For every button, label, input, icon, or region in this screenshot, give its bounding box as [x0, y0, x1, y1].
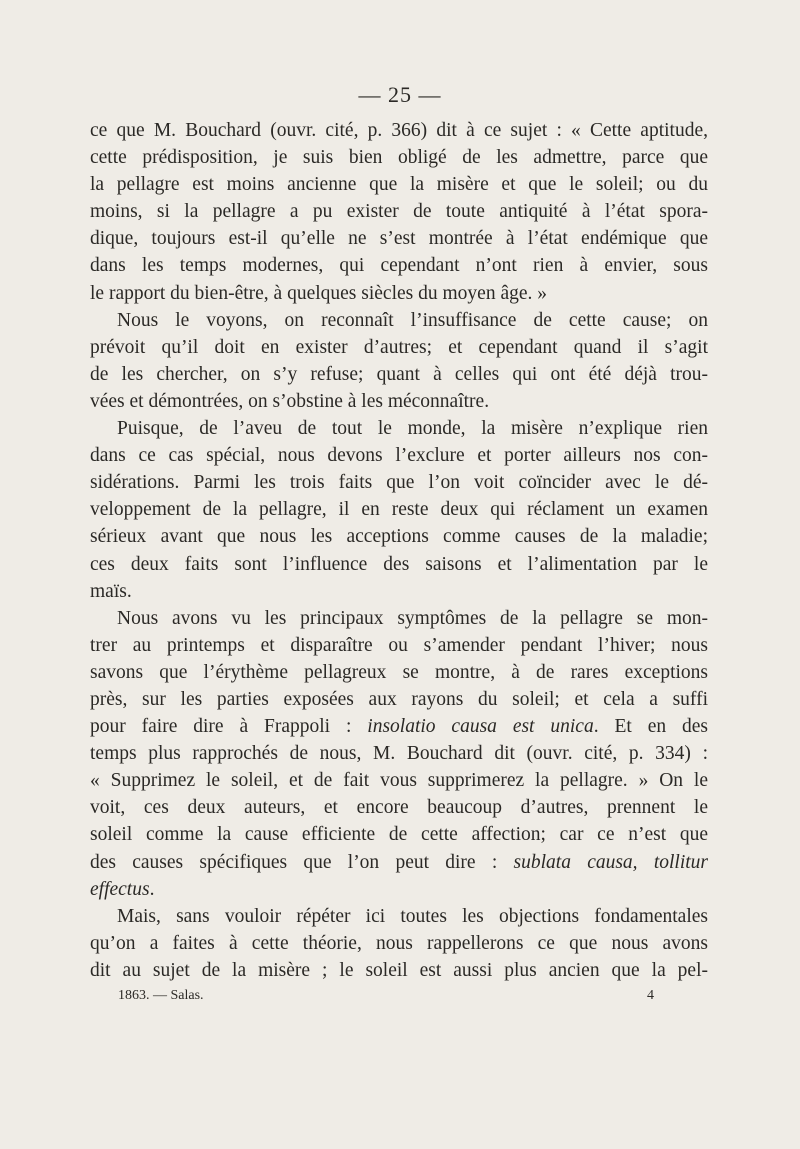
text-line: veloppement de la pellagre, il en reste deux qui réclament un examen: [90, 499, 708, 521]
text-line: ces deux faits sont l’influence des saisons et l’alimentation par le: [90, 553, 708, 575]
text-line: cette prédisposition, je suis bien obligé de les admettre, parce que: [90, 147, 708, 169]
text-line: des causes spécifiques que l’on peut dire : sublata causa, tollitur: [90, 851, 708, 873]
text-line: de les chercher, on s’y refuse; quant à celles qui ont été déjà trou-: [90, 363, 708, 385]
text-line: « Supprimez le soleil, et de fait vous supprimerez la pellagre. » On le: [90, 770, 708, 792]
text-line: trer au printemps et disparaître ou s’amender pendant l’hiver; nous: [90, 634, 708, 656]
text-line: sidérations. Parmi les trois faits que l’on voit coïncider avec le dé-: [90, 472, 708, 494]
text-line: maïs.: [90, 580, 132, 602]
text-line: effectus.: [90, 878, 155, 900]
text-line: soleil comme la cause efficiente de cette affection; car ce n’est que: [90, 824, 708, 846]
text-line: prévoit qu’il doit en exister d’autres; et cependant quand il s’agit: [90, 336, 708, 358]
text-line: qu’on a faites à cette théorie, nous rappellerons ce que nous avons: [90, 932, 708, 954]
text-line: près, sur les parties exposées aux rayons du soleil; et cela a suffi: [90, 688, 708, 710]
text-line: savons que l’érythème pellagreux se montre, à de rares exceptions: [90, 661, 708, 683]
text-line: voit, ces deux auteurs, et encore beaucoup d’autres, prennent le: [90, 797, 708, 819]
text-line: Puisque, de l’aveu de tout le monde, la misère n’explique rien: [117, 418, 708, 440]
text-line: temps plus rapprochés de nous, M. Bouchard dit (ouvr. cité, p. 334) :: [90, 743, 708, 765]
page-footer: [118, 988, 658, 1004]
sheet-number: 4: [647, 988, 654, 1003]
text-line: Mais, sans vouloir répéter ici toutes les objections fondamentales: [117, 905, 708, 927]
text-line: dique, toujours est-il qu’elle ne s’est montrée à l’état endémique que: [90, 228, 708, 250]
text-line: sérieux avant que nous les acceptions comme causes de la maladie;: [90, 526, 708, 548]
text-line: Nous avons vu les principaux symptômes de la pellagre se mon-: [117, 607, 708, 629]
page-number: — 25 —: [358, 82, 442, 107]
body-text: [90, 117, 708, 984]
text-line: la pellagre est moins ancienne que la misère et que le soleil; ou du: [90, 174, 708, 196]
text-line: pour faire dire à Frappoli : insolatio causa est unica. Et en des: [90, 716, 708, 738]
text-line: Nous le voyons, on reconnaît l’insuffisance de cette cause; on: [117, 309, 708, 331]
text-line: moins, si la pellagre a pu exister de toute antiquité à l’état spora-: [90, 201, 708, 223]
text-line: dans ce cas spécial, nous devons l’exclure et porter ailleurs nos con-: [90, 445, 708, 467]
text-line: dans les temps modernes, qui cependant n’ont rien à envier, sous: [90, 255, 708, 277]
text-line: le rapport du bien-être, à quelques siècles du moyen âge. »: [90, 282, 548, 304]
printer-signature: 1863. — Salas.: [118, 988, 204, 1003]
text-line: ce que M. Bouchard (ouvr. cité, p. 366) dit à ce sujet : « Cette aptitude,: [90, 120, 708, 141]
text-line: vées et démontrées, on s’obstine à les méconnaître.: [90, 390, 490, 412]
text-line: dit au sujet de la misère ; le soleil est aussi plus ancien que la pel-: [90, 959, 708, 981]
